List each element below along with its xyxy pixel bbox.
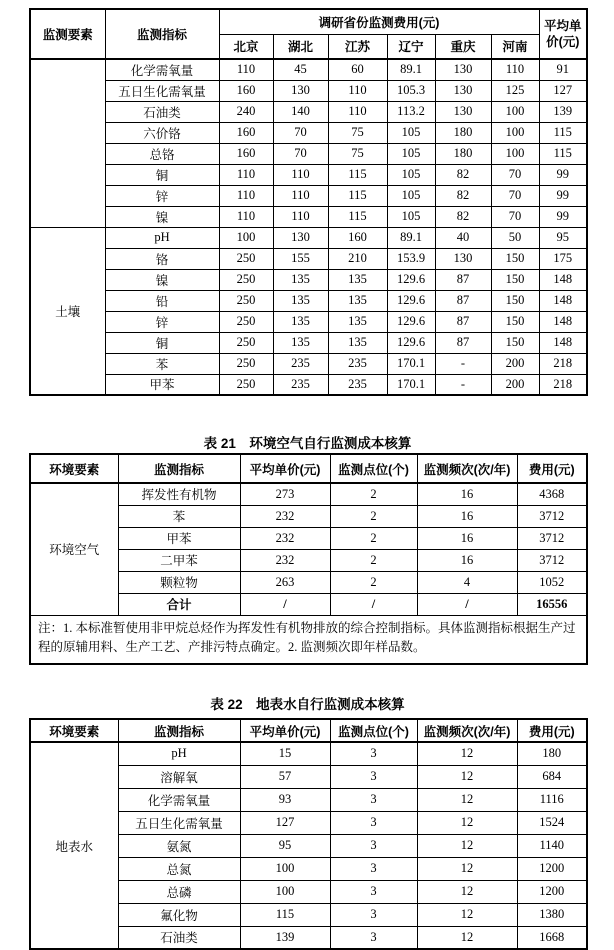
value-cell: / (417, 593, 517, 615)
value-cell: 3712 (517, 549, 587, 571)
value-cell: 12 (417, 834, 517, 857)
value-cell: 129.6 (387, 332, 435, 353)
col-header-indicator: 监测指标 (118, 719, 240, 742)
table-row (30, 353, 587, 374)
value-cell: 82 (435, 185, 491, 206)
value-cell: 110 (219, 185, 273, 206)
col-header-points: 监测点位(个) (330, 719, 417, 742)
indicator-cell: 铜 (105, 332, 219, 353)
value-cell: 115 (539, 122, 587, 143)
col-header-liaoning: 辽宁 (387, 34, 435, 59)
value-cell: 160 (219, 80, 273, 101)
indicator-cell: 铅 (105, 290, 219, 311)
value-cell: 40 (435, 227, 491, 248)
table-row (30, 206, 587, 227)
value-cell: 135 (273, 332, 328, 353)
value-cell: 75 (328, 122, 387, 143)
indicator-cell: 溶解氧 (118, 765, 240, 788)
col-header-hubei: 湖北 (273, 34, 328, 59)
value-cell: 100 (240, 880, 330, 903)
value-cell: 139 (539, 101, 587, 122)
col-header-indicator: 监测指标 (118, 454, 240, 483)
value-cell: 1200 (517, 857, 587, 880)
value-cell: 153.9 (387, 248, 435, 269)
value-cell: 1200 (517, 880, 587, 903)
col-header-factor: 监测要素 (30, 9, 105, 59)
value-cell: 135 (273, 290, 328, 311)
indicator-cell: 二甲苯 (118, 549, 240, 571)
value-cell: 135 (273, 269, 328, 290)
value-cell: 130 (435, 248, 491, 269)
value-cell: 110 (273, 164, 328, 185)
value-cell: 135 (328, 332, 387, 353)
value-cell: 105 (387, 122, 435, 143)
value-cell: 160 (219, 122, 273, 143)
value-cell: 135 (328, 269, 387, 290)
value-cell: 12 (417, 880, 517, 903)
indicator-cell: 镍 (105, 206, 219, 227)
col-header-points: 监测点位(个) (330, 454, 417, 483)
element-group-label: 环境空气 (30, 483, 118, 615)
value-cell: 82 (435, 206, 491, 227)
col-header-jiangsu: 江苏 (328, 34, 387, 59)
indicator-cell: 铬 (105, 248, 219, 269)
value-cell: 70 (273, 143, 328, 164)
indicator-cell: 石油类 (118, 926, 240, 949)
col-header-frequency: 监测频次(次/年) (417, 454, 517, 483)
value-cell: 263 (240, 571, 330, 593)
col-header-frequency: 监测频次(次/年) (417, 719, 517, 742)
element-group-label: 地表水 (30, 742, 118, 949)
col-header-beijing: 北京 (219, 34, 273, 59)
value-cell: 3 (330, 765, 417, 788)
value-cell: 127 (539, 80, 587, 101)
value-cell: 180 (517, 742, 587, 765)
value-cell: 16 (417, 483, 517, 505)
value-cell: 110 (219, 206, 273, 227)
value-cell: - (435, 374, 491, 395)
value-cell: 12 (417, 857, 517, 880)
value-cell: 200 (491, 374, 539, 395)
value-cell: 232 (240, 527, 330, 549)
value-cell: 100 (491, 143, 539, 164)
value-cell: 148 (539, 311, 587, 332)
header-row-1 (30, 9, 587, 34)
value-cell: 1116 (517, 788, 587, 811)
value-cell: 150 (491, 248, 539, 269)
value-cell: 1668 (517, 926, 587, 949)
value-cell: 3 (330, 811, 417, 834)
value-cell: 70 (273, 122, 328, 143)
value-cell: / (330, 593, 417, 615)
value-cell: 57 (240, 765, 330, 788)
value-cell: 70 (491, 164, 539, 185)
value-cell: 2 (330, 505, 417, 527)
value-cell: 250 (219, 290, 273, 311)
value-cell: 12 (417, 788, 517, 811)
indicator-cell: 苯 (105, 353, 219, 374)
value-cell: 130 (435, 80, 491, 101)
value-cell: 2 (330, 527, 417, 549)
value-cell: 2 (330, 483, 417, 505)
value-cell: 235 (273, 374, 328, 395)
indicator-cell: 总铬 (105, 143, 219, 164)
value-cell: 250 (219, 353, 273, 374)
value-cell: 45 (273, 59, 328, 80)
col-header-cost: 费用(元) (517, 454, 587, 483)
value-cell: 12 (417, 765, 517, 788)
value-cell: 129.6 (387, 290, 435, 311)
value-cell: 235 (273, 353, 328, 374)
indicator-cell: 镍 (105, 269, 219, 290)
value-cell: 99 (539, 185, 587, 206)
value-cell: 232 (240, 505, 330, 527)
value-cell: 12 (417, 926, 517, 949)
value-cell: 87 (435, 332, 491, 353)
value-cell: 100 (219, 227, 273, 248)
value-cell: 250 (219, 374, 273, 395)
value-cell: 160 (219, 143, 273, 164)
value-cell: 105.3 (387, 80, 435, 101)
value-cell: 113.2 (387, 101, 435, 122)
value-cell: 135 (273, 311, 328, 332)
value-cell: 87 (435, 269, 491, 290)
value-cell: 95 (539, 227, 587, 248)
col-header-chongqing: 重庆 (435, 34, 491, 59)
col-header-province-span: 调研省份监测费用(元) (219, 9, 539, 34)
col-header-element: 环境要素 (30, 454, 118, 483)
value-cell: 2 (330, 571, 417, 593)
value-cell: 139 (240, 926, 330, 949)
value-cell: 70 (491, 206, 539, 227)
value-cell: 105 (387, 206, 435, 227)
value-cell: 3 (330, 926, 417, 949)
value-cell: 87 (435, 311, 491, 332)
value-cell: 250 (219, 269, 273, 290)
value-cell: 93 (240, 788, 330, 811)
value-cell: 115 (328, 185, 387, 206)
value-cell: 82 (435, 164, 491, 185)
value-cell: 3 (330, 857, 417, 880)
indicator-cell: 总磷 (118, 880, 240, 903)
table-row (30, 185, 587, 206)
value-cell: 240 (219, 101, 273, 122)
indicator-cell: 锌 (105, 311, 219, 332)
value-cell: 130 (273, 227, 328, 248)
header-row (30, 454, 587, 483)
value-cell: 150 (491, 332, 539, 353)
value-cell: 150 (491, 290, 539, 311)
value-cell: 135 (328, 290, 387, 311)
value-cell: 127 (240, 811, 330, 834)
table-row (30, 101, 587, 122)
table-row (30, 311, 587, 332)
indicator-cell: 石油类 (105, 101, 219, 122)
value-cell: 160 (328, 227, 387, 248)
col-header-unit-price: 平均单价(元) (240, 719, 330, 742)
factor-group-label (30, 59, 105, 227)
value-cell: 2 (330, 549, 417, 571)
value-cell: 3712 (517, 505, 587, 527)
value-cell: 16556 (517, 593, 587, 615)
value-cell: 3 (330, 742, 417, 765)
value-cell: 60 (328, 59, 387, 80)
value-cell: 155 (273, 248, 328, 269)
indicator-cell: 挥发性有机物 (118, 483, 240, 505)
value-cell: 105 (387, 143, 435, 164)
header-row (30, 719, 587, 742)
air-self-monitoring-cost-table (29, 453, 588, 665)
table-note: 注：1. 本标准暂使用非甲烷总烃作为挥发性有机物排放的综合控制指标。具体监测指标根据生产过程的原辅用料、生产工艺、产排污特点确定。2. 监测频次即年样品数。 (30, 615, 587, 664)
value-cell: 129.6 (387, 269, 435, 290)
indicator-cell: 五日生化需氧量 (105, 80, 219, 101)
value-cell: 3 (330, 903, 417, 926)
value-cell: / (240, 593, 330, 615)
table-row (30, 248, 587, 269)
value-cell: 1524 (517, 811, 587, 834)
value-cell: 110 (273, 206, 328, 227)
table-row (30, 122, 587, 143)
value-cell: 100 (240, 857, 330, 880)
value-cell: 99 (539, 206, 587, 227)
value-cell: 250 (219, 248, 273, 269)
avg-price-line2: 价(元) (546, 35, 580, 49)
value-cell: 91 (539, 59, 587, 80)
value-cell: 87 (435, 290, 491, 311)
value-cell: 16 (417, 549, 517, 571)
indicator-cell: 甲苯 (105, 374, 219, 395)
value-cell: 115 (328, 206, 387, 227)
value-cell: 218 (539, 374, 587, 395)
value-cell: 125 (491, 80, 539, 101)
province-survey-cost-table (29, 8, 588, 396)
value-cell: 16 (417, 527, 517, 549)
value-cell: 684 (517, 765, 587, 788)
indicator-cell: 六价铬 (105, 122, 219, 143)
table-row (30, 59, 587, 80)
note-row (30, 615, 587, 664)
table-row (30, 164, 587, 185)
value-cell: 180 (435, 143, 491, 164)
value-cell: 150 (491, 311, 539, 332)
value-cell: 3 (330, 834, 417, 857)
table-row (30, 290, 587, 311)
value-cell: 180 (435, 122, 491, 143)
value-cell: 1380 (517, 903, 587, 926)
indicator-cell: 氨氮 (118, 834, 240, 857)
value-cell: 218 (539, 353, 587, 374)
table-row (30, 80, 587, 101)
value-cell: 70 (491, 185, 539, 206)
table21-caption: 表 21 环境空气自行监测成本核算 (203, 436, 412, 451)
value-cell: 110 (273, 185, 328, 206)
value-cell: 12 (417, 903, 517, 926)
value-cell: 110 (219, 164, 273, 185)
factor-group-label: 土壤 (30, 227, 105, 395)
value-cell: 12 (417, 742, 517, 765)
value-cell: 89.1 (387, 227, 435, 248)
value-cell: 232 (240, 549, 330, 571)
indicator-cell: 苯 (118, 505, 240, 527)
value-cell: 4 (417, 571, 517, 593)
value-cell: 130 (435, 101, 491, 122)
indicator-cell: 锌 (105, 185, 219, 206)
value-cell: 115 (240, 903, 330, 926)
table-row (30, 332, 587, 353)
value-cell: 1140 (517, 834, 587, 857)
value-cell: 210 (328, 248, 387, 269)
value-cell: 4368 (517, 483, 587, 505)
value-cell: 110 (328, 101, 387, 122)
indicator-cell: 合计 (118, 593, 240, 615)
table-row (30, 143, 587, 164)
indicator-cell: 氟化物 (118, 903, 240, 926)
value-cell: 16 (417, 505, 517, 527)
indicator-cell: 化学需氧量 (118, 788, 240, 811)
value-cell: 148 (539, 269, 587, 290)
col-header-henan: 河南 (491, 34, 539, 59)
indicator-cell: 总氮 (118, 857, 240, 880)
value-cell: 75 (328, 143, 387, 164)
surface-water-self-monitoring-cost-table (29, 718, 588, 950)
value-cell: 95 (240, 834, 330, 857)
value-cell: 170.1 (387, 374, 435, 395)
value-cell: 15 (240, 742, 330, 765)
col-header-unit-price: 平均单价(元) (240, 454, 330, 483)
value-cell: 99 (539, 164, 587, 185)
value-cell: 115 (328, 164, 387, 185)
value-cell: 50 (491, 227, 539, 248)
table-row (30, 269, 587, 290)
value-cell: 110 (491, 59, 539, 80)
value-cell: 105 (387, 185, 435, 206)
col-header-cost: 费用(元) (517, 719, 587, 742)
value-cell: 135 (328, 311, 387, 332)
value-cell: 100 (491, 122, 539, 143)
col-header-avg-price (539, 9, 587, 59)
indicator-cell: 化学需氧量 (105, 59, 219, 80)
value-cell: 129.6 (387, 311, 435, 332)
value-cell: 170.1 (387, 353, 435, 374)
value-cell: 235 (328, 374, 387, 395)
avg-price-line1: 平均单 (544, 18, 582, 33)
value-cell: 148 (539, 290, 587, 311)
value-cell: 100 (491, 101, 539, 122)
indicator-cell: 铜 (105, 164, 219, 185)
value-cell: 105 (387, 164, 435, 185)
col-header-indicator: 监测指标 (105, 9, 219, 59)
indicator-cell: 甲苯 (118, 527, 240, 549)
table-row (30, 483, 587, 505)
value-cell: 12 (417, 811, 517, 834)
value-cell: 130 (435, 59, 491, 80)
table-row (30, 742, 587, 765)
value-cell: 200 (491, 353, 539, 374)
value-cell: 273 (240, 483, 330, 505)
value-cell: 1052 (517, 571, 587, 593)
indicator-cell: 五日生化需氧量 (118, 811, 240, 834)
indicator-cell: pH (118, 742, 240, 765)
value-cell: 140 (273, 101, 328, 122)
value-cell: 115 (539, 143, 587, 164)
table-row (30, 374, 587, 395)
value-cell: 3712 (517, 527, 587, 549)
value-cell: 175 (539, 248, 587, 269)
value-cell: 148 (539, 332, 587, 353)
value-cell: 130 (273, 80, 328, 101)
value-cell: - (435, 353, 491, 374)
value-cell: 110 (328, 80, 387, 101)
indicator-cell: 颗粒物 (118, 571, 240, 593)
value-cell: 250 (219, 332, 273, 353)
table-row (30, 227, 587, 248)
value-cell: 110 (219, 59, 273, 80)
value-cell: 89.1 (387, 59, 435, 80)
value-cell: 250 (219, 311, 273, 332)
col-header-element: 环境要素 (30, 719, 118, 742)
indicator-cell: pH (105, 227, 219, 248)
value-cell: 235 (328, 353, 387, 374)
value-cell: 150 (491, 269, 539, 290)
table22-caption: 表 22 地表水自行监测成本核算 (210, 697, 405, 712)
value-cell: 3 (330, 880, 417, 903)
value-cell: 3 (330, 788, 417, 811)
